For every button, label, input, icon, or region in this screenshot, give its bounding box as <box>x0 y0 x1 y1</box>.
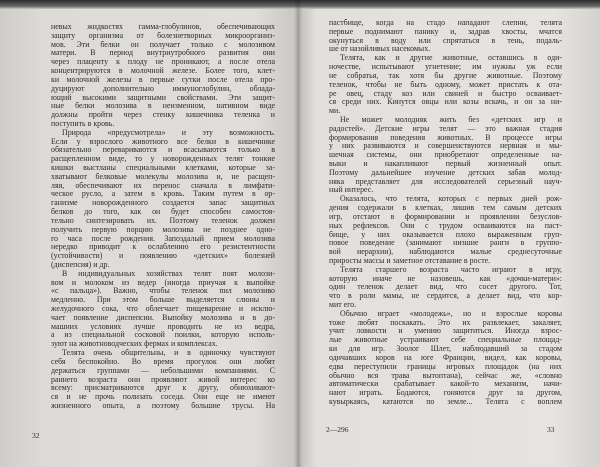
text-line: (диспепсия) и др. <box>51 260 110 269</box>
text-line: Поэтому дальнейшее изучение детских забав молод- <box>329 168 562 177</box>
paragraph <box>51 23 275 129</box>
text-line: раннего возраста они проявляют живой интерес ко <box>51 375 275 384</box>
text-line: у них развиваются и совершенствуются нервная и мы- <box>329 142 562 151</box>
text-line: ре овец, стаду коз или свиней и быстро осваивает- <box>329 89 562 98</box>
text-line: ный интерес. <box>329 186 374 195</box>
text-line: В индивидуальных хозяйствах телят поят молози- <box>62 269 275 278</box>
text-line: ше от назойливых насекомых. <box>329 45 431 54</box>
text-line: «с пальца»). Важно, чтобы теленок пил молозиво <box>51 287 275 296</box>
text-line: ческое русло, а затем в кровь. Таким путем в ор- <box>51 190 275 199</box>
paragraph <box>329 54 562 116</box>
paragraph <box>329 195 562 266</box>
text-line: ся среди них. Кинутся овцы или козы вскачь, и он за ни- <box>329 98 562 107</box>
text-line: го часа после рождения. Запоздалый прием молозива <box>51 234 275 243</box>
text-line: мов. Эти белки он получает только с молозивом <box>51 40 275 49</box>
text-line: кишки выстланы специальными клетками, которые за- <box>51 164 275 172</box>
text-line: Не может молодняк жить без «детских игр и <box>340 115 562 124</box>
text-line: одичавших коров на юге Франции, видел, как коровы, <box>329 353 562 362</box>
text-line: формирования поведения животных. В процессе игры <box>329 133 562 142</box>
text-line: ки для игр. Зоолог Шлет, наблюдавший за стадом <box>329 345 562 354</box>
text-line: Обычно играет «молодежь», но и взрослые коровы <box>340 309 562 318</box>
text-line: не собратья, так хотя бы другие животные. Поэтому <box>329 71 562 80</box>
text-line: ляя, обеспечивают их перенос сначала в лимфати- <box>51 181 275 190</box>
text-line: тельно синтезировать их. Поэтому теленок должен <box>51 216 275 225</box>
left-page-text <box>51 23 275 411</box>
text-line: держаться группами — небольшими компаниями. С <box>51 366 275 375</box>
right-page-text <box>329 19 562 407</box>
text-line: выки и накапливают первый жизненный опыт. <box>329 160 562 168</box>
text-line: тоже любят поскакать. Это их развлекает, закаляет, <box>329 318 562 327</box>
text-line: обычно вся трава вытоптана), сейчас же, «словно <box>329 371 562 380</box>
text-line: вой иерархии), наблюдаются малые среднесуточные <box>329 248 562 257</box>
text-line: нают играть. Бодаются, гоняются друг за другом, <box>329 389 562 398</box>
text-line: машних условиях лучше проводить не из ведра, <box>51 322 275 331</box>
text-line: ки молочной железы в первые сутки после отела про- <box>51 75 275 84</box>
text-line: няка представляет для исследователей серьезный науч- <box>329 177 562 186</box>
text-line: игр, отстают в формировании и проявлении безуслов- <box>329 212 562 221</box>
text-line: повое поведение (занимают низшие ранги в группо- <box>329 239 562 248</box>
text-line: Природа «предусмотрела» и эту возможность. <box>62 128 275 137</box>
text-line: теленок, чтобы не быть одному, может пристать к ота- <box>329 80 562 89</box>
paragraph <box>329 19 562 54</box>
text-line: невых жидкостях гамма-глобулинов, обеспечивающих <box>51 23 275 31</box>
text-line: первые поднимают панику и, задрав хвосты, мчатся <box>329 27 562 36</box>
text-line: ночестве, испытывают угнетение; им нужны уж если <box>329 63 562 72</box>
text-line: обязательно перевариваются и всасываются только в <box>51 146 275 155</box>
text-line: автоматически срабатывает какой-то механизм, начи- <box>329 380 562 389</box>
text-line: Телята старшего возраста часто играют в игру, <box>340 265 562 274</box>
text-line: белков до того, как он будет способен самостоя- <box>51 208 275 217</box>
paragraph <box>51 270 275 349</box>
text-line: радостей». Детские игры телят — это важная стадия <box>329 124 562 133</box>
text-line: зуют на животноводческих фермах и комплексах. <box>51 340 218 349</box>
text-line: ющий высокими защитными свойствами. Эти защит- <box>51 93 275 102</box>
text-line: ми. <box>329 107 341 116</box>
text-line: чает появление диспепсии. Выпойку молозива и в до- <box>51 313 275 322</box>
printer-signature-mark: 2—296 <box>326 425 349 434</box>
text-line: которую иначе не назовешь, как «дочки-матери»: <box>329 274 562 283</box>
text-line: поступить в кровь. <box>51 119 115 128</box>
text-line: ся и не прочь полизать соседа. Они еще не имеют <box>51 393 275 402</box>
text-line: а из специальной сосковой поилки, которую исполь- <box>51 331 275 340</box>
text-line: лые животные устраивают себе специальные площад- <box>329 336 562 345</box>
text-line: себя беспокойно. Во время прогулок они любят <box>51 357 275 366</box>
right-page <box>298 9 600 467</box>
text-line: расщепленном виде, то у новорожденных телят тонкие <box>51 155 275 164</box>
text-line: ных рефлексов. Они с трудом осваиваются на паст- <box>329 221 562 230</box>
text-line: Оказалось, что телята, которых с первых дней рож- <box>340 195 562 204</box>
text-line: Телята, как и другие животные, оставшись в оди- <box>340 54 562 63</box>
text-line: жизненного опыта, а поэтому большие трусы. На <box>51 401 275 410</box>
text-line: пастбище, когда на стадо нападают слепни, телята <box>329 19 562 27</box>
text-line: концентрируются в молочной железе. Более того, клет- <box>51 67 275 76</box>
text-line: желудочного сока, что облегчает пищеварение и исклю- <box>51 305 275 313</box>
text-line: защиту организма от болезнетворных микроорганиз- <box>51 31 275 40</box>
text-line: хватывают белковые молекулы молозива и, не расщеп- <box>51 172 275 181</box>
text-line: дуцируют дополнительно иммуноглобулин, облада- <box>51 84 275 93</box>
paragraph <box>329 116 562 195</box>
text-line: приросты массы и заметное отставание в росте. <box>329 256 491 265</box>
text-line: медленно. При этом больше выделяется слюны и <box>51 296 275 305</box>
text-line: учит ловкости и умению защититься. Иногда взрос- <box>329 327 562 336</box>
text-line: что в роли мамы, не сердится, а делает вид, что кор- <box>329 292 562 301</box>
text-line: всему: присматриваются друг к другу, обнюхивают- <box>51 384 275 393</box>
text-line: получить первую порцию молозива не позднее одно- <box>51 225 275 234</box>
text-line: один теленок делает вид, что сосет другого. Тот, <box>329 283 562 292</box>
page-number-left: 32 <box>32 431 40 440</box>
text-line: дения содержали в клетках, лишив тем самым детских <box>329 204 562 213</box>
text-line: бище, у них оказывается плохо выраженным груп- <box>329 230 562 239</box>
paragraph <box>329 266 562 310</box>
text-line: матери. В период внутриутробного развития они <box>51 49 275 58</box>
paragraph <box>51 129 275 270</box>
book-spine-shadow <box>294 0 302 467</box>
left-page <box>0 9 298 467</box>
text-line: Если у взрослого животного все белки в кишечнике <box>51 137 275 146</box>
text-line: ганизме новорожденного создается запас защитных <box>51 199 275 208</box>
text-line: едва переступили границы игровых площадок (на них <box>329 362 562 371</box>
text-line: шечная системы, они приобретают определенные на- <box>329 151 562 160</box>
text-line: (устойчивости) и появлению «детских» болезней <box>51 252 275 261</box>
text-line: Телята очень общительны, и в одиночку чувствуют <box>62 349 275 358</box>
text-line: через плаценту к плоду не проникают, а после отела <box>51 58 275 67</box>
text-line: кувыркаясь, катаются по земле... Телята с воплем <box>329 397 562 406</box>
text-line: ные белки молозива в неизменном, нативном виде <box>51 102 275 111</box>
text-line: должны пройти через стенку кишечника теленка и <box>51 111 275 120</box>
text-line: вом и молоком из ведер (иногда приучая к выпойке <box>51 278 275 287</box>
paragraph <box>329 310 562 407</box>
page-number-right: 33 <box>547 425 555 434</box>
paragraph <box>51 349 275 411</box>
text-line: мит его. <box>329 301 357 309</box>
text-line: нередко приводит к ослаблению его резистентности <box>51 243 275 252</box>
text-line: окунуться в воду или спрятаться в тень, подаль- <box>329 36 562 45</box>
